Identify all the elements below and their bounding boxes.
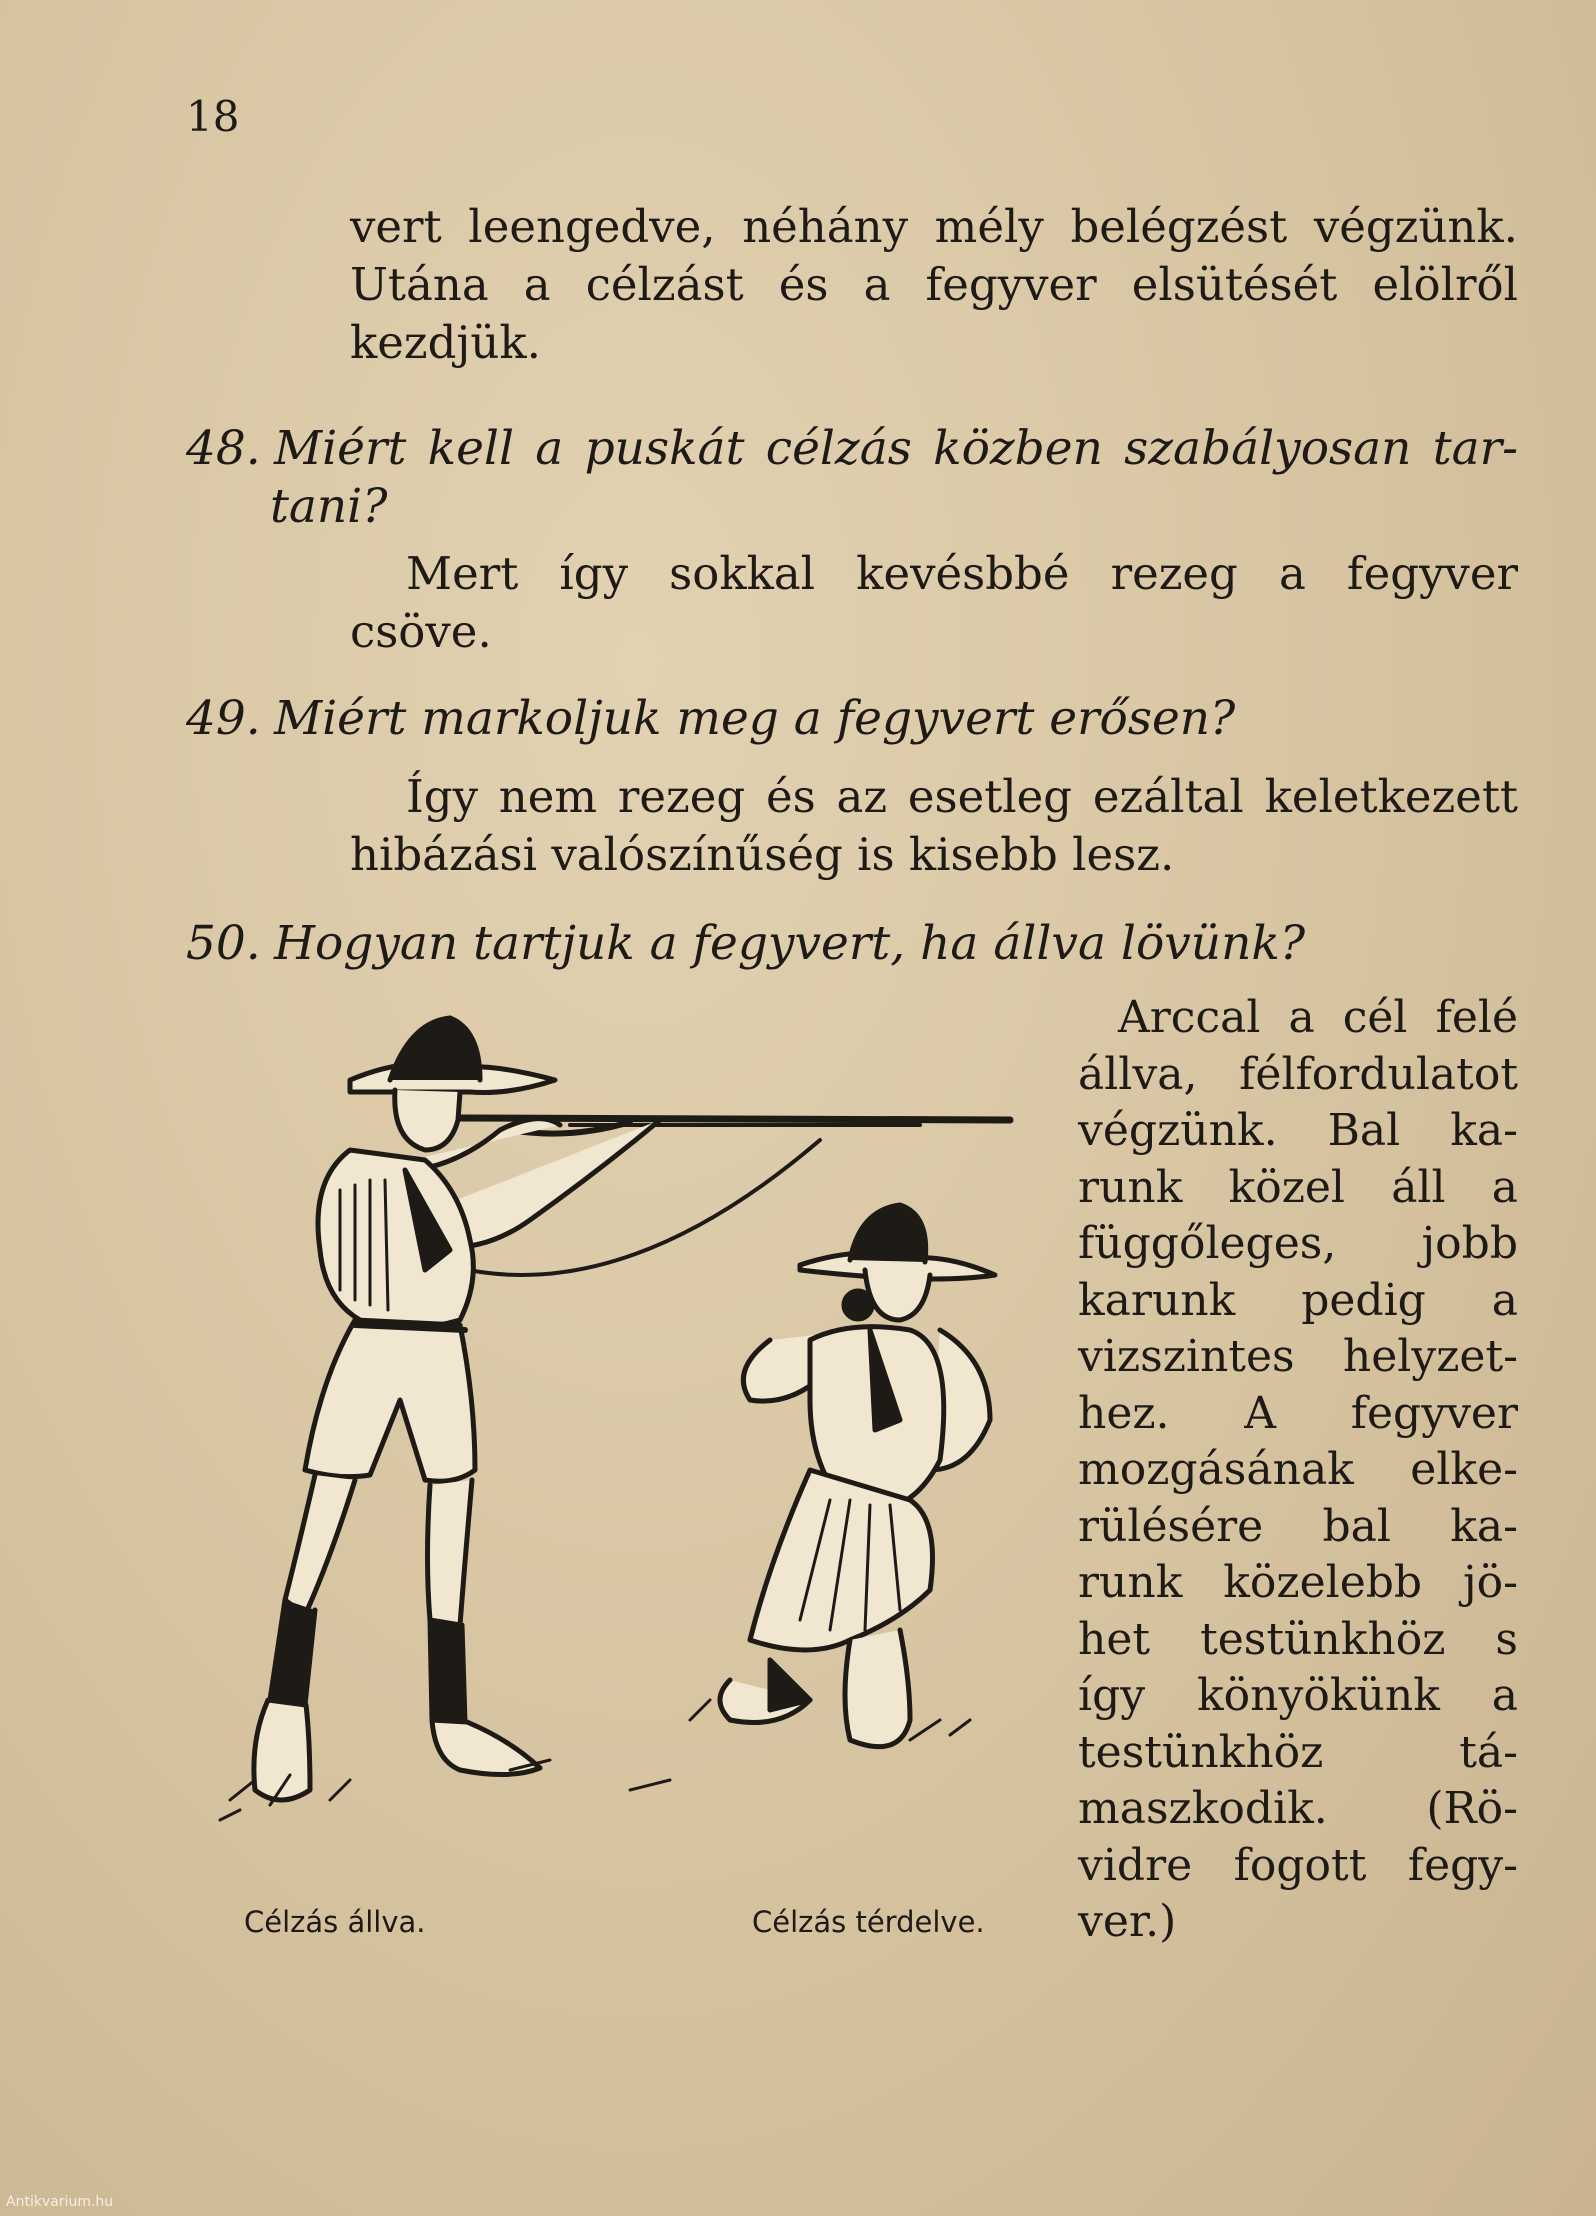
intro-paragraph bbox=[350, 198, 1518, 372]
caption-standing: Célzás állva. bbox=[244, 1905, 426, 1939]
question-number: 50. bbox=[186, 916, 261, 971]
question-text: Miért markoljuk meg a fegyvert erősen? bbox=[274, 691, 1236, 746]
kneeling-scout-figure bbox=[690, 1205, 995, 1747]
answer-line: runk közel áll a bbox=[1078, 1161, 1518, 1213]
answer-line: mozgásának elke- bbox=[1078, 1444, 1518, 1495]
intro-line: kezdjük. bbox=[350, 316, 541, 369]
question-49 bbox=[186, 690, 1518, 748]
question-text: Hogyan tartjuk a fegyvert, ha állva lövünk? bbox=[274, 916, 1306, 971]
question-number: 48. bbox=[186, 421, 261, 476]
answer-48 bbox=[350, 545, 1518, 661]
shooting-illustration bbox=[210, 1000, 1060, 1890]
answer-line: vidre fogott fegy- bbox=[1078, 1839, 1518, 1891]
answer-49 bbox=[350, 768, 1518, 884]
question-50 bbox=[186, 915, 1518, 973]
answer-line: testünkhöz tá- bbox=[1078, 1726, 1518, 1778]
answer-line: hez. A fegyver bbox=[1078, 1387, 1518, 1439]
question-number: 49. bbox=[186, 691, 261, 746]
answer-line: állva, félfordulatot bbox=[1078, 1048, 1518, 1100]
answer-line: runk közelebb jö- bbox=[1078, 1557, 1518, 1608]
answer-line: karunk pedig a bbox=[1078, 1274, 1518, 1326]
caption-kneeling: Célzás térdelve. bbox=[752, 1905, 985, 1939]
answer-line: vizszintes helyzet- bbox=[1078, 1331, 1518, 1382]
answer-line: függőleges, jobb bbox=[1078, 1218, 1518, 1269]
question-text: Miért kell a puskát célzás közben szabályosan tar- bbox=[274, 421, 1518, 476]
answer-line: hibázási valószínűség is kisebb lesz. bbox=[350, 828, 1175, 881]
watermark: Antikvarium.hu bbox=[6, 2194, 114, 2210]
answer-line: Mert így sokkal kevésbbé rezeg a fegyver bbox=[406, 547, 1518, 600]
intro-line: Utána a célzást és a fegyver elsütését elölről bbox=[350, 258, 1518, 311]
page-number: 18 bbox=[186, 92, 240, 141]
answer-line: Így nem rezeg és az esetleg ezáltal keletkezett bbox=[406, 770, 1518, 823]
answer-line: így könyökünk a bbox=[1078, 1670, 1518, 1721]
answer-line: Arccal a cél felé bbox=[1118, 992, 1518, 1043]
answer-50 bbox=[1078, 990, 1518, 1951]
question-48 bbox=[186, 420, 1518, 536]
answer-line: végzünk. Bal ka- bbox=[1078, 1105, 1518, 1156]
answer-line: maszkodik. (Rö- bbox=[1078, 1783, 1518, 1834]
answer-line: ver.) bbox=[1078, 1896, 1177, 1947]
answer-line: rülésére bal ka- bbox=[1078, 1500, 1518, 1552]
answer-line: csöve. bbox=[350, 605, 492, 658]
intro-line: vert leengedve, néhány mély belégzést végzünk. bbox=[350, 200, 1518, 253]
question-text: tani? bbox=[270, 479, 388, 534]
answer-line: het testünkhöz s bbox=[1078, 1613, 1518, 1665]
